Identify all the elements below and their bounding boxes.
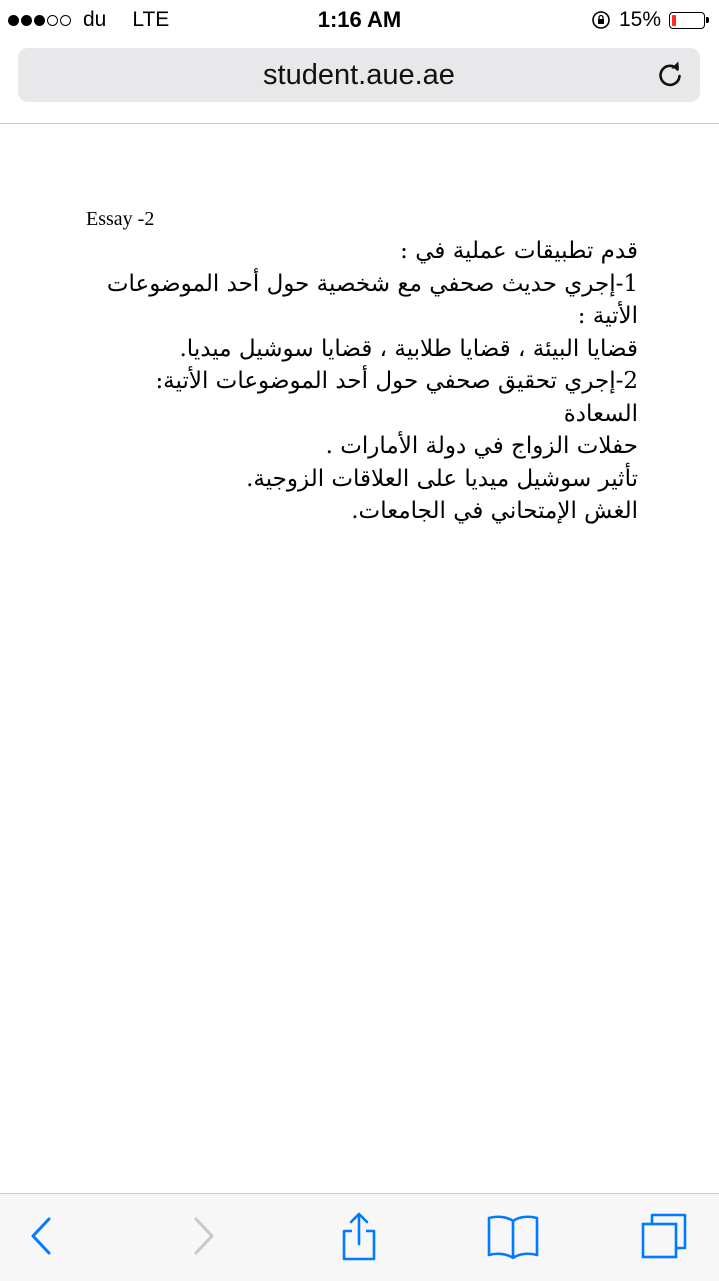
bookmarks-button[interactable] [485,1212,541,1260]
text-line: قضايا البيئة ، قضايا طلابية ، قضايا سوشيل ميديا. [179,335,638,362]
tabs-button[interactable] [636,1212,692,1260]
bookmarks-icon [486,1213,540,1259]
share-icon [339,1211,379,1261]
text-line: السعادة [563,400,638,427]
back-icon [27,1214,57,1258]
text-line: تأثير سوشيل ميديا على العلاقات الزوجية. [246,465,638,492]
status-right [591,8,705,32]
back-button[interactable] [14,1212,70,1260]
network-type: LTE [132,8,170,31]
text-line: الغش الإمتحاني في الجامعات. [351,498,638,524]
forward-button[interactable] [175,1212,231,1260]
browser-toolbar [0,1193,719,1281]
text-line: حفلات الزواج في دولة الأمارات . [325,433,638,459]
battery-percentage: 15% [618,8,661,31]
address-bar[interactable] [18,48,700,102]
essay-instructions [86,235,638,528]
essay-title: Essay -2 [86,208,155,230]
status-bar [0,0,719,40]
reload-icon[interactable] [654,59,686,91]
text-line: قدم تطبيقات عملية في : [400,238,638,264]
url-text[interactable]: student.aue.ae [263,59,455,91]
battery-icon [669,12,705,29]
clock: 1:16 AM [317,7,402,32]
text-line: 1-إجري حديث صحفي مع شخصية حول أحد الموضوعات [106,270,638,297]
share-button[interactable] [331,1212,387,1260]
document-content [86,208,638,528]
orientation-lock-icon [591,10,611,30]
tabs-icon [639,1211,689,1261]
header-divider [0,123,719,124]
text-line: الأتية : [577,303,638,329]
battery-level-fill [672,15,676,26]
carrier-name: du [83,8,107,31]
forward-icon [188,1214,218,1258]
text-line: 2-إجري تحقيق صحفي حول أحد الموضوعات الأتية: [155,368,638,394]
